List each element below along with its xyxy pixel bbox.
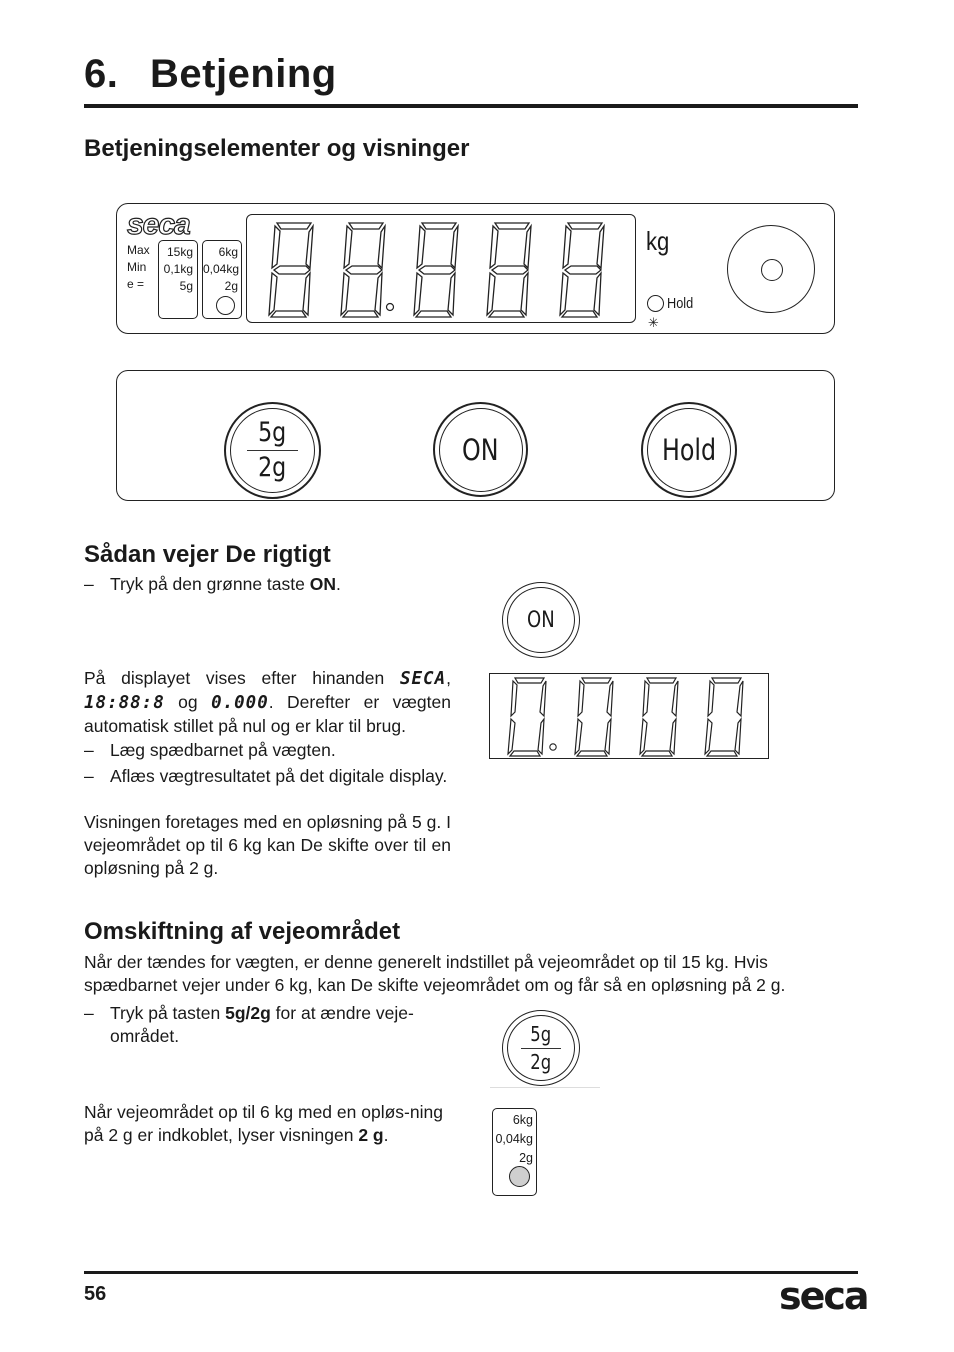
hold-button[interactable] bbox=[641, 402, 737, 498]
asterisk-icon: ✳ bbox=[648, 315, 659, 330]
range-button-face bbox=[230, 408, 315, 493]
hold-button-label: Hold bbox=[661, 433, 717, 467]
section-heading-range: Omskiftning af vejeområdet bbox=[84, 918, 401, 945]
spec-label-max: Max bbox=[127, 243, 150, 257]
para1-part-a: På displayet vises efter hinanden bbox=[84, 668, 400, 688]
resolution-paragraph: Visningen foretages med en opløsning på 5 g. I vejeområdet op til 6 kg kan De skifte over til en opløsning på 2 g. bbox=[84, 812, 451, 878]
range-button-small bbox=[502, 1010, 580, 1086]
bullet2-text: Læg spædbarnet på vægten. bbox=[110, 740, 336, 760]
title-text: Betjening bbox=[150, 52, 337, 96]
indicator-paragraph bbox=[84, 1101, 454, 1147]
segment-text-seca: SECA bbox=[399, 669, 447, 689]
title-number: 6. bbox=[84, 52, 119, 96]
button-panel bbox=[116, 370, 835, 501]
spec-label-e: e = bbox=[127, 277, 145, 291]
bullet-range-end: for at ændre veje-området. bbox=[110, 1003, 414, 1046]
bullet1-bold: ON bbox=[309, 574, 336, 594]
range-small-top: 5g bbox=[530, 1021, 552, 1046]
bullet-press-on: – Tryk på den grønne taste ON. bbox=[84, 574, 341, 594]
para1-part-c: og bbox=[164, 692, 212, 712]
page-number: 56 bbox=[84, 1283, 107, 1305]
on-button[interactable] bbox=[433, 402, 528, 497]
range-small-divider bbox=[521, 1048, 562, 1049]
range1-max: 15kg bbox=[166, 245, 193, 259]
range-indicator-2g bbox=[492, 1108, 537, 1196]
bullet-press-range: – Tryk på tasten 5g/2g for at ændre veje-området. bbox=[84, 1003, 414, 1046]
range1-box bbox=[158, 240, 198, 319]
footer-seca-logo: seca bbox=[779, 1274, 868, 1318]
zero-display bbox=[489, 673, 769, 759]
display-seca-logo: seca bbox=[127, 208, 190, 241]
digits-8-icon bbox=[247, 215, 635, 322]
indicator-end: . bbox=[383, 1125, 389, 1145]
indicator-text: Når vejeområdet op til 6 kg med en opløs-ning på 2 g er indkoblet, lyser visningen bbox=[84, 1102, 443, 1145]
spec-label-min: Min bbox=[127, 260, 147, 274]
para1-part-d: . Derefter er vægten automatisk stillet på nul og er klar til brug. bbox=[84, 692, 451, 736]
bullet1-end: . bbox=[335, 574, 341, 594]
seven-segment-display bbox=[246, 214, 636, 323]
range-button-divider bbox=[247, 450, 298, 451]
hold-button-face bbox=[647, 408, 731, 492]
title-rule bbox=[84, 104, 858, 108]
hold-indicator-label: Hold bbox=[667, 295, 694, 312]
range-button[interactable] bbox=[224, 402, 321, 499]
segment-text-zero: 0.000 bbox=[211, 693, 269, 713]
on-button-small bbox=[502, 582, 580, 658]
bullet-range-bold: 5g/2g bbox=[225, 1003, 271, 1023]
indicator-max: 6kg bbox=[512, 1113, 533, 1127]
bullet-read-result: – Aflæs vægtresultatet på det digitale display. bbox=[84, 765, 451, 788]
hold-led-icon bbox=[647, 295, 664, 312]
range1-e: 5g bbox=[179, 279, 193, 293]
indicator-min: 0,04kg bbox=[495, 1132, 533, 1146]
range-button-small-face bbox=[507, 1015, 575, 1081]
section-heading-weigh: Sådan vejer De rigtigt bbox=[84, 541, 331, 568]
range2-led-icon bbox=[216, 296, 235, 315]
sensor-window-icon bbox=[727, 225, 815, 313]
spec-labels bbox=[127, 242, 150, 293]
footer-rule bbox=[84, 1271, 858, 1274]
para1-part-b: , bbox=[446, 668, 451, 688]
range-intro-paragraph: Når der tændes for vægten, er denne generelt indstillet på vejeområdet op til 15 kg. Hvis spædbarnet vejer under 6 kg, kan De skifte vejeområdet om og får så en opløsning på 2 g. bbox=[84, 952, 786, 995]
divider-line bbox=[490, 1087, 600, 1088]
segment-text-test: 18:88:8 bbox=[84, 693, 165, 713]
range2-max: 6kg bbox=[218, 245, 238, 259]
range2-e: 2g bbox=[224, 279, 238, 293]
on-button-small-face bbox=[507, 587, 575, 653]
range-button-top: 5g bbox=[258, 417, 287, 448]
display-sequence-paragraph bbox=[84, 667, 451, 738]
display-panel bbox=[116, 203, 835, 334]
range2-min: 0,04kg bbox=[203, 262, 240, 276]
bullet3-text: Aflæs vægtresultatet på det digitale display. bbox=[110, 766, 448, 786]
indicator-led-lit-icon bbox=[509, 1166, 530, 1187]
page-title bbox=[84, 52, 337, 97]
on-button-label: ON bbox=[462, 432, 499, 467]
unit-label: kg bbox=[646, 226, 670, 256]
digits-0-icon bbox=[490, 674, 768, 758]
indicator-bold: 2 g bbox=[358, 1125, 384, 1145]
indicator-e: 2g bbox=[519, 1151, 533, 1165]
bullet-range-text: Tryk på tasten bbox=[110, 1003, 226, 1023]
section-heading-controls: Betjeningselementer og visninger bbox=[84, 135, 470, 162]
range2-box bbox=[202, 240, 242, 319]
range-small-bottom: 2g bbox=[530, 1049, 552, 1074]
bullet1-text: Tryk på den grønne taste bbox=[110, 574, 310, 594]
on-button-face bbox=[439, 408, 523, 492]
on-button-small-label: ON bbox=[527, 607, 555, 633]
range-button-bottom: 2g bbox=[258, 452, 287, 483]
bullet-place-baby: – Læg spædbarnet på vægten. bbox=[84, 740, 336, 760]
range1-min: 0,1kg bbox=[163, 262, 193, 276]
